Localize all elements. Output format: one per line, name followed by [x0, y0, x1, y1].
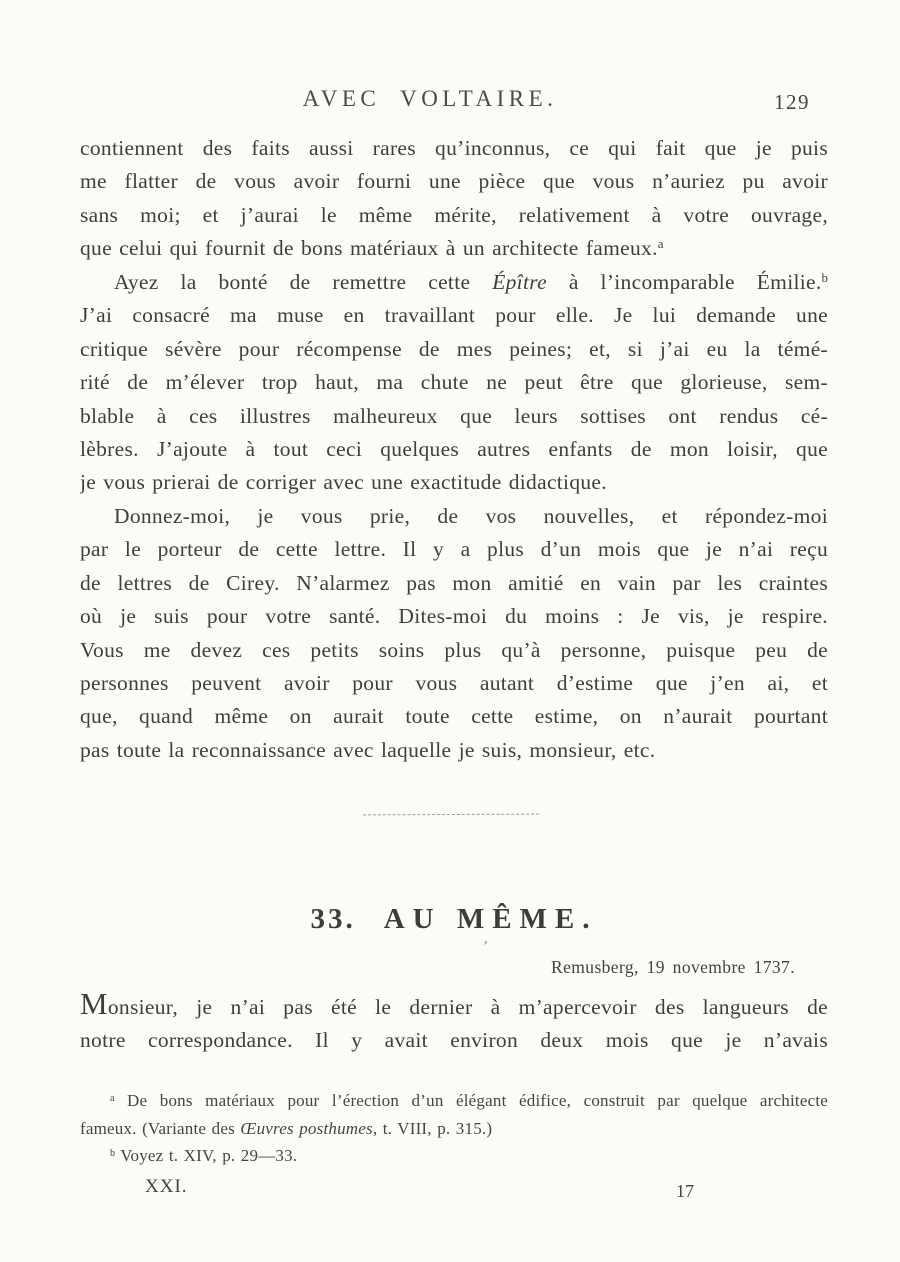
section-heading	[80, 903, 828, 936]
footnote-line: $^b$ Voyez t. XIV, p. 29—33.	[110, 1146, 298, 1166]
page-number: 129	[774, 90, 810, 114]
text-line: pas toute la reconnaissance avec laquelle je suis, monsieur, etc.	[80, 737, 656, 762]
text-line: blable à ces illustres malheureux que leurs sottises ont rendus cé-	[80, 403, 828, 428]
text-line: J’ai consacré ma muse en travaillant pour elle. Je lui demande une	[80, 303, 828, 328]
text-line: que, quand même on aurait toute cette estime, on n’aurait pourtant	[80, 704, 828, 729]
text-line: rité de m’élever trop haut, ma chute ne peut être que glorieuse, sem-	[80, 370, 828, 395]
text-line	[80, 991, 828, 1024]
text-line: me flatter de vous avoir fourni une pièce que vous n’auriez pu avoir	[80, 169, 828, 194]
running-header-title: AVEC VOLTAIRE.	[302, 86, 558, 111]
section-number: 33.	[310, 903, 356, 935]
drop-cap: M	[80, 991, 108, 1021]
scan-artifact: ’	[480, 938, 489, 956]
text-line: où je suis pour votre santé. Dites-moi du moins : Je vis, je respire.	[80, 604, 828, 629]
text-line: notre correspondance. Il y avait environ deux mois que je n’avais	[80, 1028, 828, 1053]
text-line: Vous me devez ces petits soins plus qu’à personne, puisque peu de	[80, 637, 828, 662]
text-line: Ayez la bonté de remettre cette Épître à l’incomparable Émilie.$^b$	[114, 269, 828, 294]
text-line: de lettres de Cirey. N’alarmez pas mon amitié en vain par les craintes	[80, 570, 828, 595]
text-line: critique sévère pour récompense de mes peines; et, si j’ai eu la témé-	[80, 336, 828, 361]
dateline: Remusberg, 19 novembre 1737.	[551, 957, 795, 977]
text-line: lèbres. J’ajoute à tout ceci quelques autres enfants de mon loisir, que	[80, 436, 828, 461]
footnote-line: fameux. (Variante des Œuvres posthumes, t. VIII, p. 315.)	[80, 1118, 493, 1138]
text-line: sans moi; et j’aurai le même mérite, relativement à votre ouvrage,	[80, 202, 828, 227]
footnotes	[80, 1087, 828, 1170]
text-line: contiennent des faits aussi rares qu’inconnus, ce qui fait que je puis	[80, 136, 828, 160]
section-divider	[363, 814, 539, 816]
volume-signature: XXI.	[145, 1176, 188, 1197]
section-title: AU MÊME.	[383, 903, 598, 935]
text-line: personnes peuvent avoir pour vous autant d’estime que j’en ai, et	[80, 671, 828, 695]
footnote-line: $^a$ De bons matériaux pour l’érection d’un élégant édifice, construit par quelque architecte	[110, 1091, 828, 1110]
text-line: Donnez-moi, je vous prie, de vos nouvelles, et répondez-moi	[114, 503, 828, 528]
letter-body	[80, 132, 828, 767]
text-line: par le porteur de cette lettre. Il y a plus d’un mois que je n’ai reçu	[80, 537, 828, 562]
text-line-rest: onsieur, je n’ai pas été le dernier à m’apercevoir des langueurs de	[107, 995, 828, 1019]
text-line: je vous prierai de corriger avec une exactitude didactique.	[80, 470, 607, 495]
text-line: que celui qui fournit de bons matériaux à un architecte fameux.$^a$	[80, 236, 664, 261]
letter-opening	[80, 991, 828, 1058]
sheet-number: 17	[676, 1181, 694, 1201]
